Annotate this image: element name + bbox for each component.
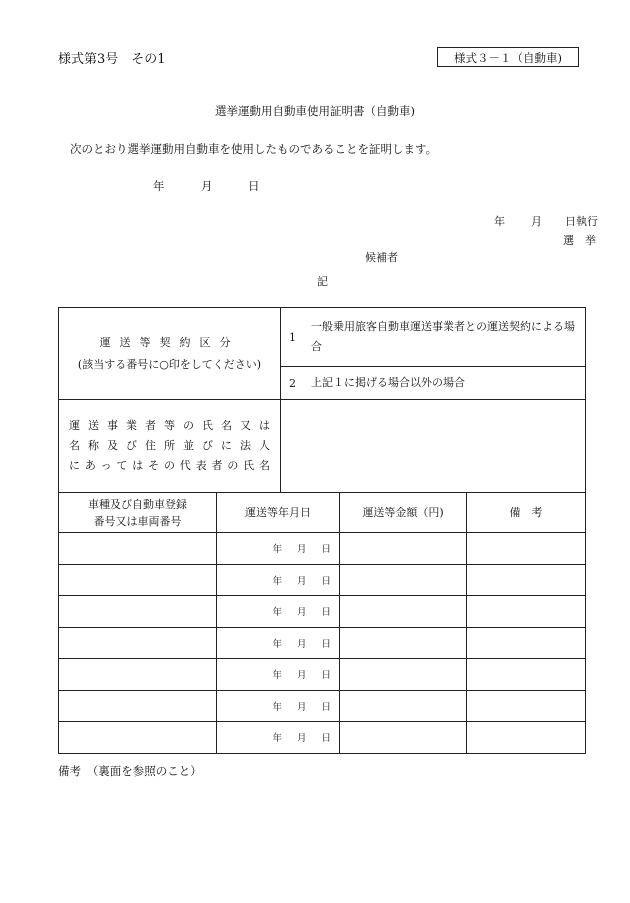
option-1-number: 1 [289,330,296,344]
vehicle-cell[interactable] [59,596,217,628]
contract-category-label: 運送等契約区分 [99,335,240,349]
date-day: 日 [321,670,331,682]
vehicle-header-line: 車種及び自動車登録 [88,497,187,511]
candidate-label: 候補者 [365,251,398,264]
date-month: 月 [296,638,307,650]
vehicle-cell[interactable] [59,533,217,565]
date-month: 月 [296,607,307,619]
document-title: 選挙運動用自動車使用証明書（自動車) [215,104,415,118]
vehicle-header-line: 番号又は車両番号 [93,514,182,528]
date-day: 日 [321,607,331,619]
remarks-cell[interactable] [467,722,586,754]
date-month: 月 [296,575,307,587]
amount-cell[interactable] [340,627,467,659]
table-row [59,564,586,596]
date-day: 日 [321,701,331,713]
table-row [59,659,586,691]
date-year: 年 [272,575,282,587]
date-cell[interactable] [217,533,340,565]
carrier-value-cell[interactable] [281,400,586,493]
date-year: 年 [272,670,282,682]
exec-day: 日執行 [565,215,598,228]
option-2-number: 2 [289,376,296,390]
amount-cell[interactable] [340,596,467,628]
carrier-label-line: にあってはその代表者の氏名 [69,459,270,472]
footnote: 備考 （裏面を参照のこと） [58,764,202,778]
date-cell[interactable] [217,564,340,596]
remarks-cell[interactable] [467,596,586,628]
amount-cell[interactable] [340,722,467,754]
contract-category-note: (該当する番号に○印をしてください) [77,357,262,371]
vehicle-cell[interactable] [59,690,217,722]
date-cell[interactable] [217,659,340,691]
remarks-cell[interactable] [467,627,586,659]
vehicle-cell[interactable] [59,659,217,691]
amount-cell[interactable] [340,533,467,565]
carrier-label-cell [59,400,281,493]
date-year: 年 [272,733,282,745]
date-day: 日 [321,638,331,650]
vehicle-header [59,493,217,533]
form-type-box: 様式３－１（自動車) [437,47,579,67]
date-month: 月 [296,701,307,713]
contract-option-2[interactable] [281,367,586,400]
table-row [59,722,586,754]
table-row [59,627,586,659]
vehicle-cell[interactable] [59,627,217,659]
date-day: 日 [321,575,331,587]
vehicle-cell[interactable] [59,564,217,596]
date-year: 年 [272,607,282,619]
date-month: 月 [296,670,307,682]
remarks-cell[interactable] [467,564,586,596]
ki-label: 記 [317,275,328,288]
date-cell[interactable] [217,690,340,722]
remarks-cell[interactable] [467,690,586,722]
cert-date-year: 年 [153,179,165,193]
date-cell[interactable] [217,596,340,628]
remarks-cell[interactable] [467,533,586,565]
carrier-label-line: 名称及び住所並びに法人 [69,439,270,452]
date-cell[interactable] [217,722,340,754]
remarks-cell[interactable] [467,659,586,691]
cert-date-month: 月 [201,179,213,193]
contract-category-cell [59,308,281,400]
certification-statement: 次のとおり選挙運動用自動車を使用したものであることを証明します。 [70,142,438,156]
date-day: 日 [321,733,331,745]
date-cell[interactable] [217,627,340,659]
table-row [59,596,586,628]
date-year: 年 [272,701,282,713]
election-label: 選 挙 [563,234,596,247]
amount-cell[interactable] [340,564,467,596]
exec-month: 月 [531,215,542,228]
exec-year: 年 [494,215,505,228]
option-2-text: 上記１に掲げる場合以外の場合 [311,376,465,389]
date-year: 年 [272,638,282,650]
certificate-table [58,307,586,754]
remarks-header: 備 考 [467,493,586,533]
amount-header: 運送等金額（円) [340,493,467,533]
date-month: 月 [296,544,307,556]
date-day: 日 [321,544,331,556]
table-row [59,533,586,565]
amount-cell[interactable] [340,659,467,691]
date-month: 月 [296,733,307,745]
option-1-text: 一般乗用旅客自動車運送事業者との運送契約による場合 [311,320,575,353]
date-year: 年 [272,544,282,556]
carrier-label-line: 運送事業者等の氏名又は [69,419,270,432]
table-row [59,690,586,722]
form-number: 様式第3号 その1 [58,52,166,67]
vehicle-cell[interactable] [59,722,217,754]
cert-date-day: 日 [248,179,260,193]
amount-cell[interactable] [340,690,467,722]
date-header: 運送等年月日 [217,493,340,533]
contract-option-1[interactable] [281,308,586,367]
